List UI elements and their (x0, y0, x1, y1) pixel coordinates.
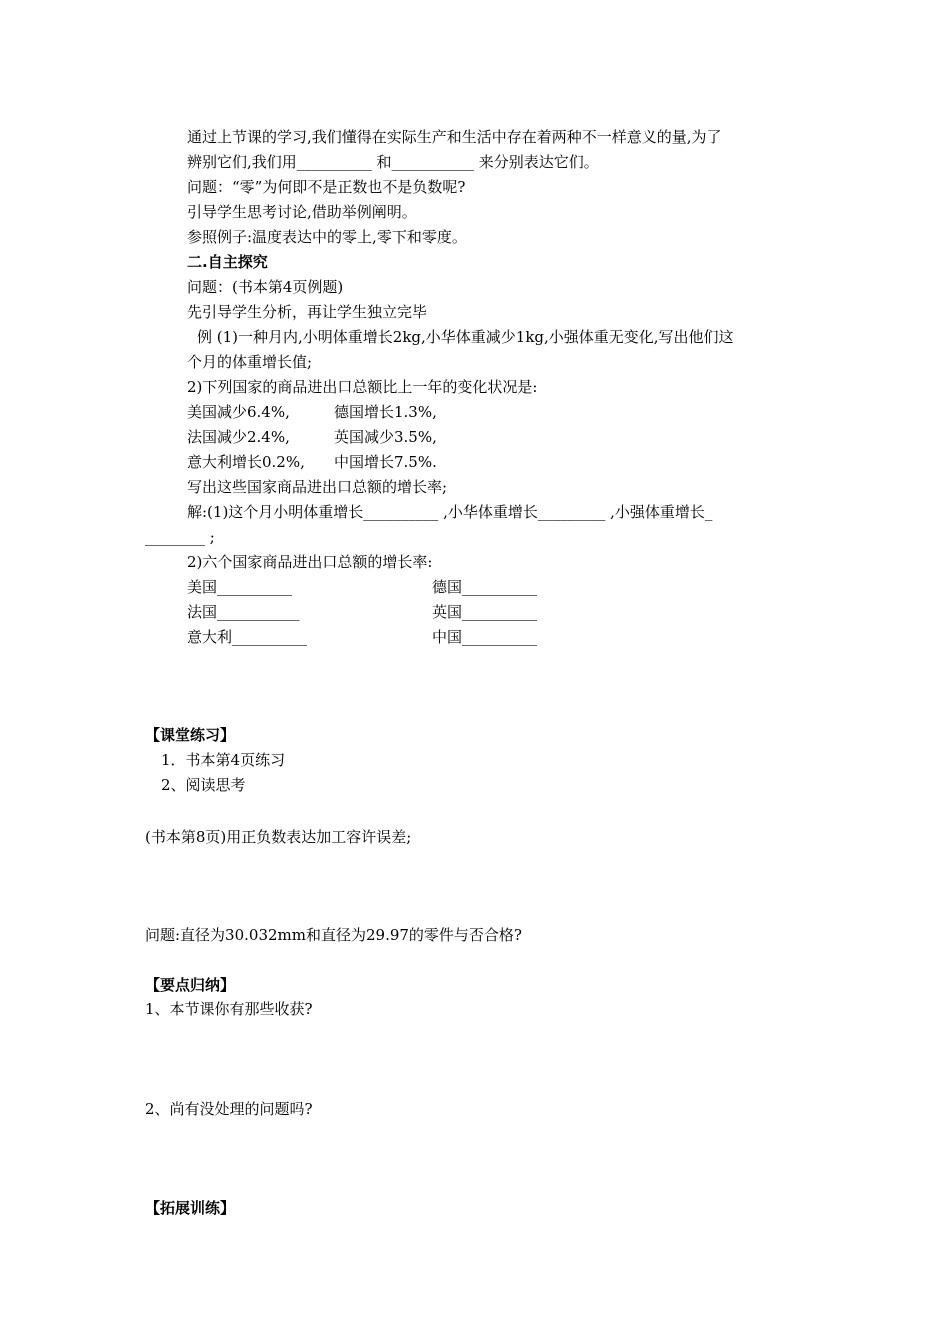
section2-ask: 写出这些国家商品进出口总额的增长率; (187, 478, 448, 496)
practice-item-2: 2、阅读思考 (161, 776, 246, 794)
summary-item-1: 1、本节课你有那些收获? (145, 1000, 313, 1018)
blank-row (187, 602, 538, 622)
country-change: 美国减少6.4%, (187, 403, 290, 421)
intro-line-1: 通过上节课的学习,我们懂得在实际生产和生活中存在着两种不一样意义的量,为了 (187, 128, 722, 146)
country-row (187, 452, 437, 472)
section2-guide: 先引导学生分析，再让学生独立完毕 (187, 303, 428, 321)
answer-part2: 2)六个国家商品进出口总额的增长率: (187, 553, 433, 571)
country-row (187, 402, 437, 422)
country-change: 中国增长7.5%. (334, 453, 437, 471)
extension-heading: 【拓展训练】 (145, 1199, 236, 1217)
blank-row (187, 577, 538, 597)
intro-question: 问题：“零”为何即不是正数也不是负数呢? (187, 178, 466, 196)
part2-intro: 2)下列国家的商品进出口总额比上一年的变化状况是: (187, 378, 538, 396)
section2-question: 问题：(书本第4页例题) (187, 278, 344, 296)
intro-reference: 参照例子:温度表达中的零上,零下和零度。 (187, 228, 467, 246)
example-line-1: 例 (1)一种月内,小明体重增长2kg,小华体重减少1kg,小强体重无变化,写出他们这 (197, 328, 734, 346)
answer-line-2: ________ ; (145, 528, 215, 546)
intro-line-2: 辨别它们,我们用__________ 和___________ 来分别表达它们。 (187, 153, 599, 171)
growth-blank: 中国__________ (432, 628, 538, 646)
growth-blank: 美国__________ (187, 578, 293, 596)
practice-question: 问题:直径为30.032mm和直径为29.97的零件与否合格? (145, 926, 522, 944)
growth-blank: 英国__________ (432, 603, 538, 621)
growth-blank: 意大利__________ (187, 628, 308, 646)
practice-book: (书本第8页)用正负数表达加工容许误差; (145, 828, 412, 846)
country-row (187, 427, 437, 447)
practice-item-1: 1．书本第4页练习 (161, 751, 286, 769)
blank-row (187, 627, 538, 647)
practice-heading: 【课堂练习】 (145, 726, 236, 744)
answer-line-1: 解:(1)这个月小明体重增长__________ ,小华体重增长_________ ,小强体重增长_ (187, 503, 713, 521)
intro-guide: 引导学生思考讨论,借助举例阐明。 (187, 203, 417, 221)
growth-blank: 德国__________ (432, 578, 538, 596)
growth-blank: 法国___________ (187, 603, 300, 621)
section2-heading: 二.自主探究 (187, 253, 268, 271)
country-change: 法国减少2.4%, (187, 428, 290, 446)
country-change: 德国增长1.3%, (334, 403, 437, 421)
country-change: 意大利增长0.2%, (187, 453, 305, 471)
summary-item-2: 2、尚有没处理的问题吗? (145, 1100, 313, 1118)
country-change: 英国减少3.5%, (334, 428, 437, 446)
example-line-2: 个月的体重增长值; (187, 353, 313, 371)
summary-heading: 【要点归纳】 (145, 976, 236, 994)
